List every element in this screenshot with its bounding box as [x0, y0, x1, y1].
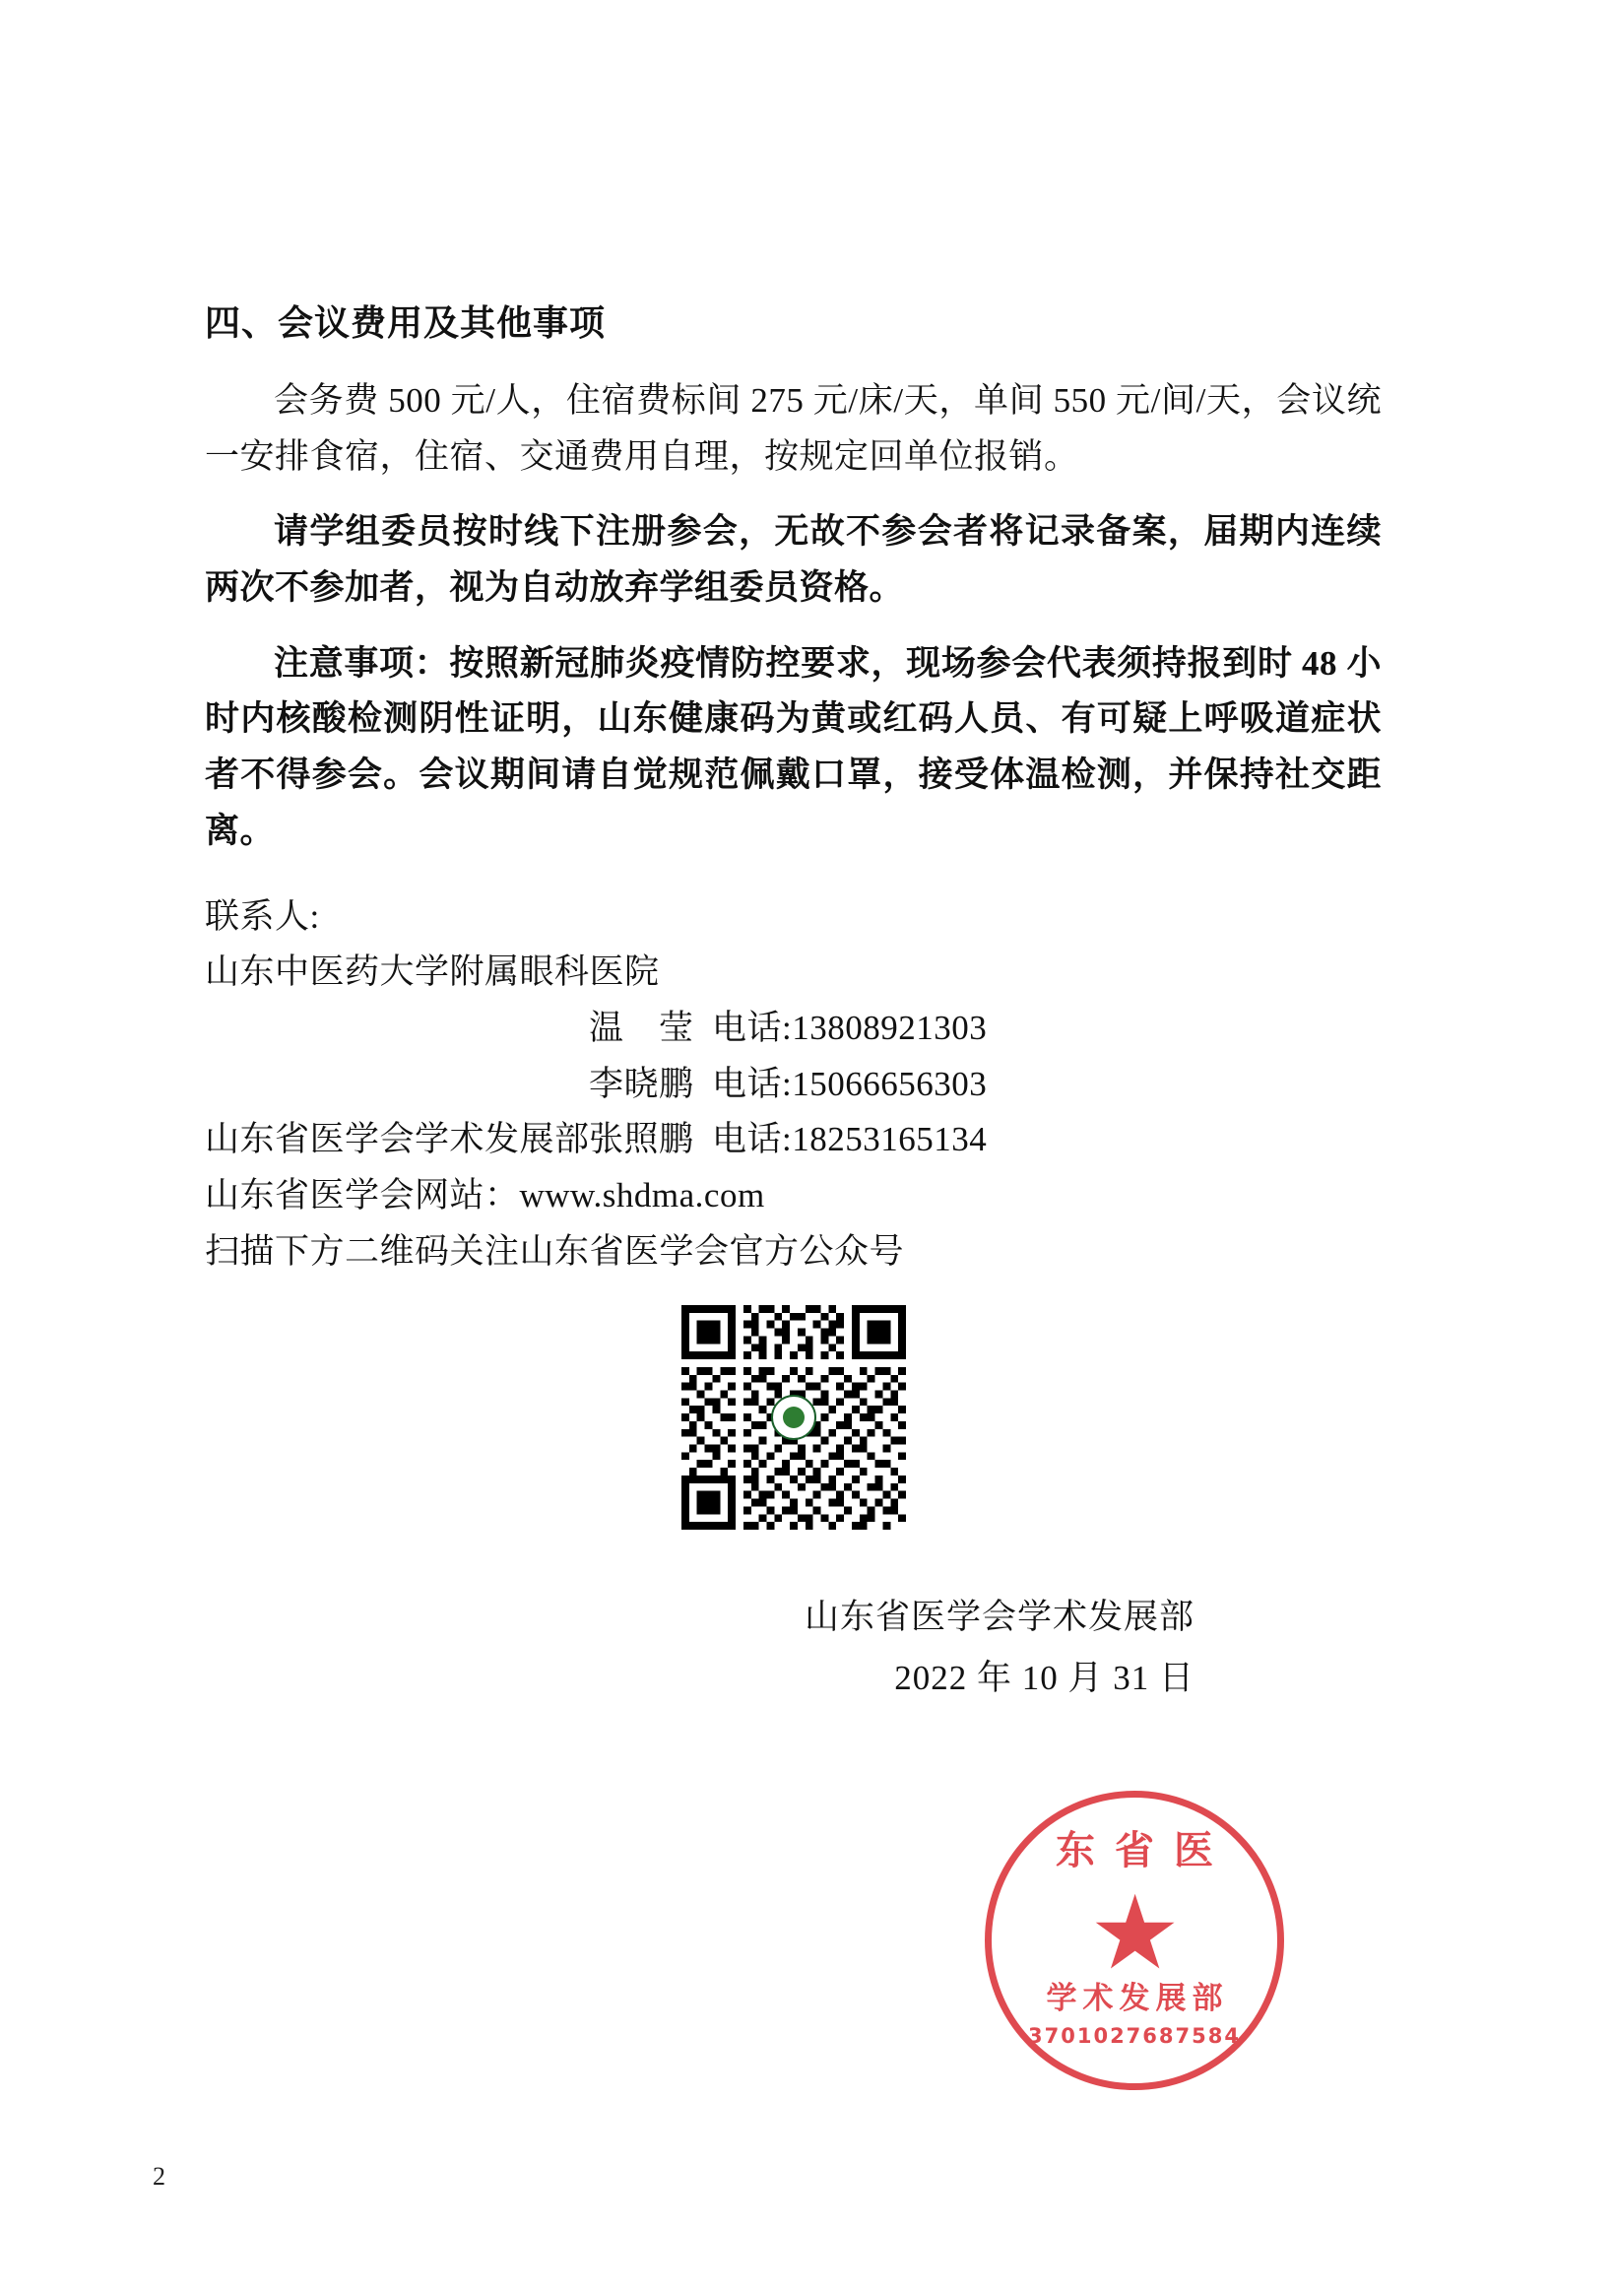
official-seal: 东省医 ★ 学术发展部 3701027687584 — [985, 1791, 1284, 2090]
document-body — [205, 295, 1382, 1708]
contact-person-lixiaopeng: 李晓鹏 电话:15066656303 — [589, 1064, 988, 1103]
contact-person-zhangzhaopeng: 张照鹏 电话:18253165134 — [589, 1120, 988, 1159]
signature-date: 2022 年 10 月 31 日 — [894, 1658, 1194, 1697]
contact-website: 山东省医学会网站：www.shdma.com — [205, 1175, 765, 1214]
contact-block — [205, 889, 1382, 1280]
page-number: 2 — [153, 2162, 165, 2191]
signature-block — [205, 1587, 1382, 1708]
contact-org-hospital: 山东中医药大学附属眼科医院 — [205, 952, 660, 992]
contact-person-wenying: 温 莹 电话:13808921303 — [589, 1008, 988, 1047]
paragraph-fees: 会务费 500 元/人，住宿费标间 275 元/床/天，单间 550 元/间/天，会议统一安排食宿，住宿、交通费用自理，按规定回单位报销。 — [205, 381, 1382, 476]
seal-mid-text: 学术发展部 — [1046, 1981, 1229, 2016]
paragraph-notice: 注意事项：按照新冠肺炎疫情防控要求，现场参会代表须持报到时 48 小时内核酸检测阴性证明，山东健康码为黄或红码人员、有可疑上呼吸道症状者不得参会。会议期间请自觉规范佩戴口罩，接受体温检测，并保持社交距离。 — [205, 643, 1382, 850]
qr-center-logo-icon — [771, 1395, 816, 1440]
section-heading: 四、会议费用及其他事项 — [205, 303, 607, 344]
qr-code-wrapper — [205, 1305, 1382, 1530]
qr-code-icon — [681, 1305, 906, 1530]
contact-row-society — [205, 1112, 1382, 1168]
qr-note: 扫描下方二维码关注山东省医学会官方公众号 — [205, 1231, 905, 1271]
paragraph-spacer — [205, 866, 1382, 880]
paragraph-spacer — [205, 491, 1382, 504]
paragraph-spacer — [205, 623, 1382, 636]
signature-org: 山东省医学会学术发展部 — [804, 1598, 1194, 1637]
seal-top-text: 东省医 — [1056, 1828, 1233, 1873]
seal-serial-number: 3701027687584 — [1028, 2024, 1241, 2048]
contact-label: 联系人: — [205, 896, 320, 936]
paragraph-registration: 请学组委员按时线下注册参会，无故不参会者将记录备案，届期内连续两次不参加者，视为自动放弃学组委员资格。 — [205, 512, 1382, 608]
contact-org-society: 山东省医学会学术发展部 — [205, 1120, 590, 1159]
